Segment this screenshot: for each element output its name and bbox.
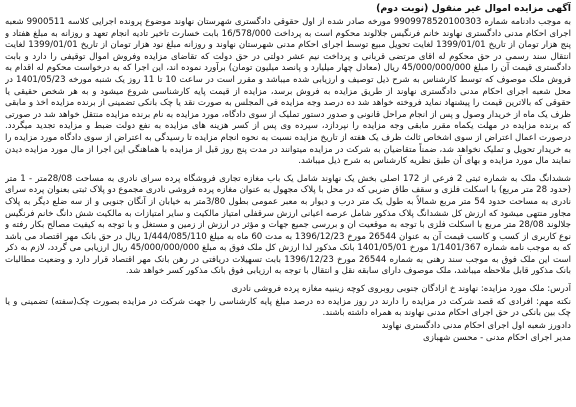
auction-notice [5,2,571,405]
notice-title: آگهی مزایده اموال غیر منقول (نوبت دوم) [376,3,571,14]
notice-footer [5,284,571,345]
signature-line-1: دادورز شعبه اول اجرای احکام مدنی دادگستری نهاوند [381,320,571,331]
address-line: آدرس: ملک مورد مزایده: نهاوند خ ازادگان جنوبی روبروی کوچه زینبیه مغازه پرده فروشی نادری [231,284,571,295]
important-note-line: نکته مهم: افرادی که قصد شرکت در مزایده را دارند در روز مزایده ده درصد مبلغ پایه کارشناسی را جهت شرکت در مزایده بصورت چک(سفته) تضمینی و یا چک بین بانکی در حق اجرای احکام مدنی نهاوند به همراه داشته باشند. [5,296,571,319]
signature-line-2: مدیر اجرای احکام مدنی - محسن شهبازی [423,333,571,344]
notice-paragraph-2: ششدانگ ملک به شماره ثبتی 2 فرعی از 172 اصلی بخش یک نهاوند شامل یک باب مغازه تجاری فروشگاه پرده سرای نادری به مساحت 28/08متر - 1 متر (حدود 28 متر مربع) با اسکلت فلزی و سقف طاق ضربی که در محل با پلاک مجهول به عنوان مغازه پرده فروشی نادری مجموع دو پلاک ثبتی بعنوان پرده سرای نادری به مساحت حدود 54 متر مربع شمالاً به طول یک متر درب و دیوار به معبر عمومی بطول 3/80متر به خیابان از آنگان جنوبی و از سه ضلع دیگر به پلاک مجاور منتهی میشود که ارزش کل ششدانگ پلاک مذکور شامل عرصه اعیانی ارزش سرقفلی امتیاز مالکیت و سایر امتیازات به مالکیت شش دانگ خانم فرنگیس جلالوند 28/08 متر مربع با اسکلت فلزی با توجه به موقعیت ان و بررسی جمیع جهات و مؤثر در ارزش از زمین و مستغل و با توجه به کیفیت مصالح بکار رفته و نوع کاربری از کسب و کاسب قیمت آن به عنوان 26544 مورخ 1396/12/23 به مدت 60 ماه به مبلغ 1/444/085/110 ریال در حق بانک مهر اقتصاد می باشد که به موجب نامه شماره 1/1401/367 مورخ 1401/05/01 بانک مذکور لذا ارزش کل ملک فوق به مبلغ 45/000/000/000 ریال ارزیابی می گردد، لازم به ذکر است این ملک فوق به موجب سند رهنی به شماره 26544 مورخ 1396/12/23 بابت تسهیلات دریافتی در رهن بانک مهر اقتصاد قرار دارد و وضعیت مطالبات بانک مذکور قابل ملاحظه میباشد، ملک موصوف دارای سابقه نقل و انتقال با توجه به ارزیابی فوق بانک مذکور کسر خواهد شد. [5,173,571,277]
notice-paragraph-1: به موجب دادنامه شماره 9909978520100303 مورخه صادر شده از اول حقوقی دادگستری شهرستان نهاوند موضوع پرونده اجرایی کلاسه 9900511 شعبه اجرای احکام مدنی دادگستری نهاوند خانم فرنگیس جلالوند محکوم است به پرداخت 16/578/000 بابت خسارت تاخیر تادیه انجام تعهد و روزانه به مبلغ هفتاد و پنج هزار تومان از تاریخ 1399/01/01 لغایت تحویل مبیع توسط اجرای احکام مدنی شهرستان نهاوند و روزانه مبلغ نود هزار تومان از تاریخ 1399/01/01 لغایت انتقال سند رسمی در حق محکوم له اقای مرتضی قربانی و پرداخت نیم عشر دولتی در حق دولت که تقاضای مزایده وفروش اموال توقیفی را دارد و بابت دادگستری قیمت آن را مبلغ 45/000/000/000 ریال (معادل چهار میلیارد و پانصد میلیون تومان) برآورد نموده اند، این اجرا که به درخواست محکوم له اقدام به فروش ملک موصوف که توسط کارشناس به شرح ذیل توصیف و ارزیابی شده میباشد و مقرر است در ساعت 10 تا 11 روز یک شنبه مورخه 1401/05/23 در محل شعبه اجرای احکام مدنی دادگستری نهاوند از طریق مزایده به فروش برسد، مزایده از قیمت پایه کارشناسی شروع میشود و به هر شخص حقیقی یا حقوقی که بالاترین قیمت را پیشنهاد نماید فروخته خواهد شد ده درصد وجه مزایده فی المجلس به صورت نقد یا چک بانکی تضمینی از برنده مزایده اخذ و مابقی ظرف یک ماه از خریدار وصول و پس از انجام مراحل قانونی و صدور دستور تملیک از سوی دادگاه، مورد مزایده به نام برنده مزایده منتقل خواهد شد در صورتی که برنده مزایده در مهلت یکماه مقرر مابقی وجه مزایده را نپردازد، سپرده وی پس از کسر هزینه های مزایده به نفع دولت ضبط و مزایده تجدید میگردد. درصورت اعمال اعتراض از سوی اشخاص ثالث ظرف یک هفته از تاریخ مزایده نسبت به نحوه انجام مزایده تا رسیدگی به اعتراض از سوی دادگاه مورد مزایده را به خریدار تحویل و تملیک نخواهد شد، ضمناً متقاضیان به شرکت در مزایده میتوانند در مدت پنج روز قبل از مزایده با هماهنگی این اجرا از مال مورد مزایده دیدن نمایند مال مورد مزایده و بهای آن طبق نظریه کارشناس به شرح ذیل میباشد. [5,17,571,167]
